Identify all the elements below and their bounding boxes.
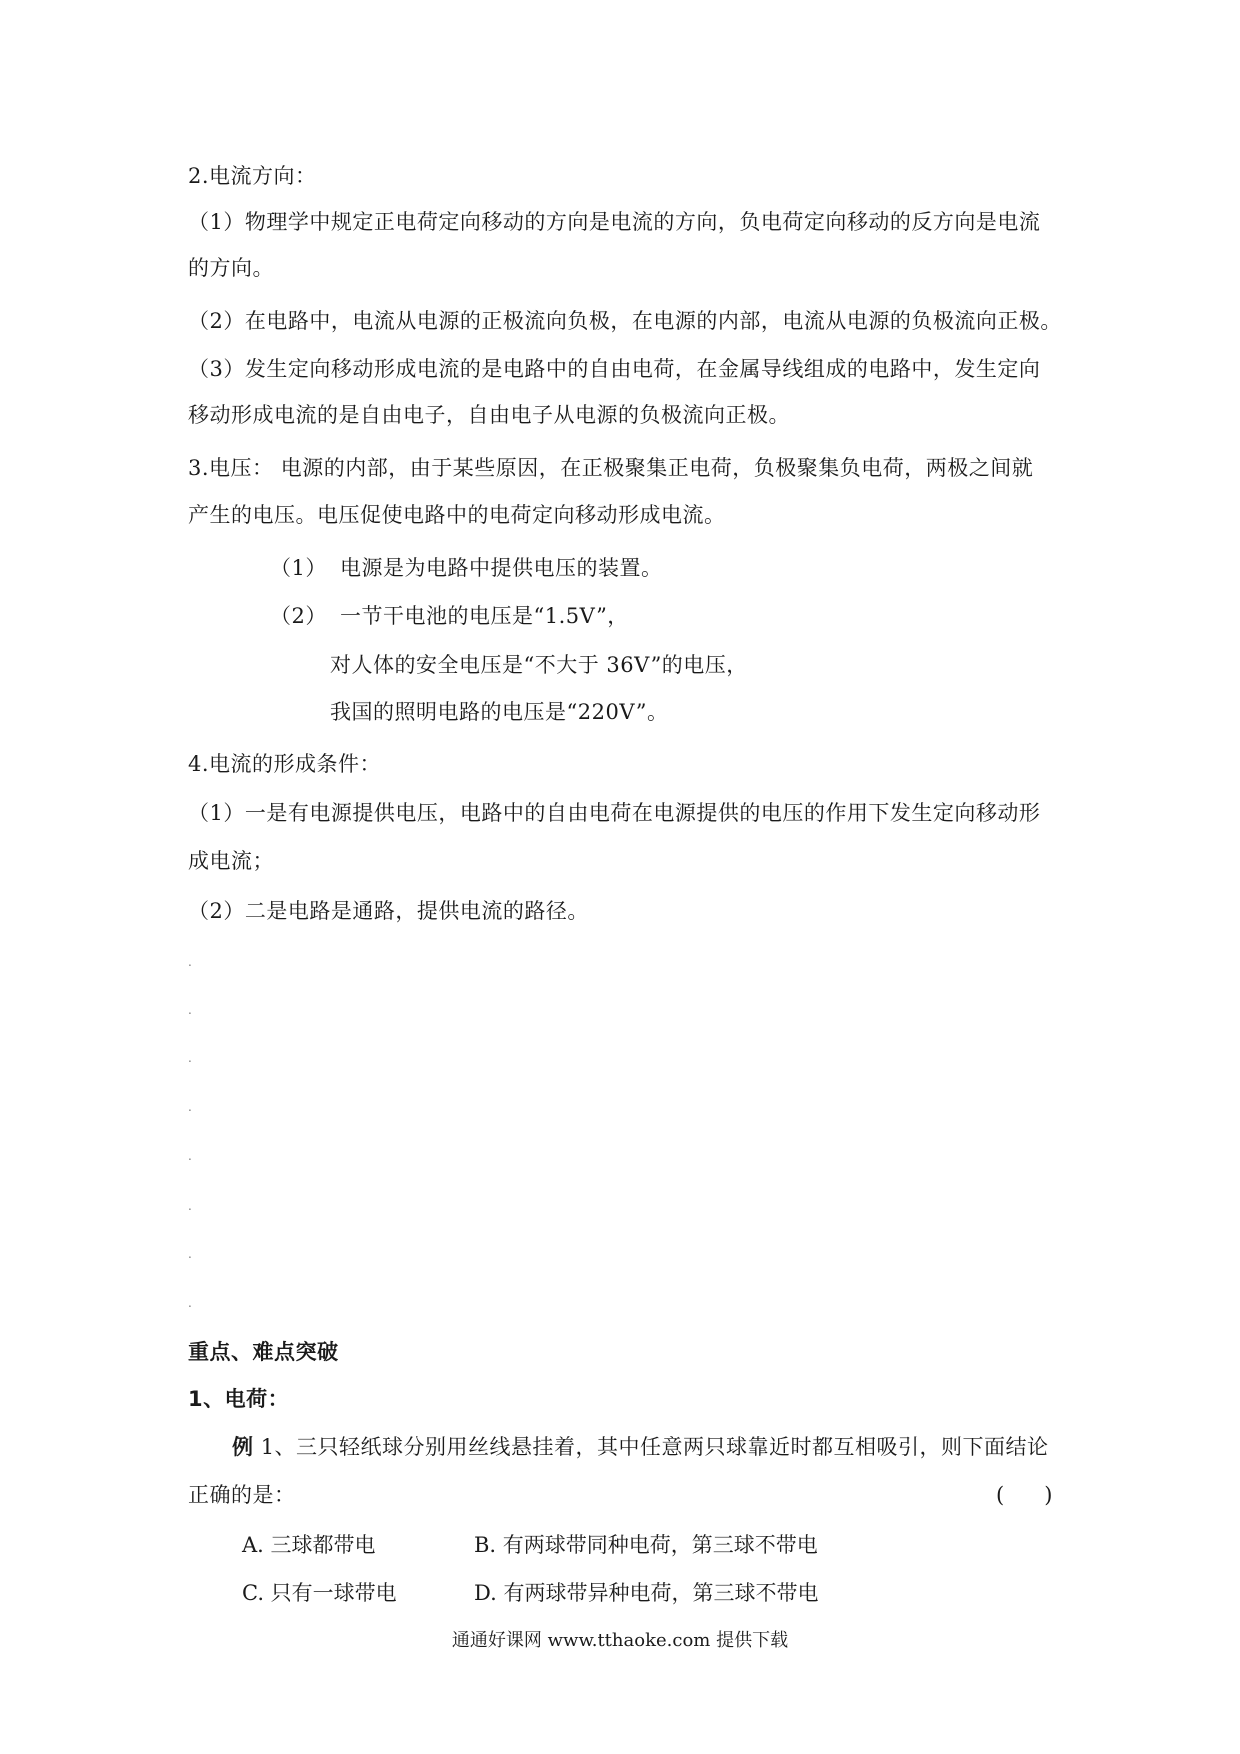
paragraph-line: （3）发生定向移动形成电流的是电路中的自由电荷，在金属导线组成的电路中，发生定向 [188,357,1041,381]
section-heading-voltage: 3.电压： 电源的内部，由于某些原因，在正极聚集正电荷，负极聚集负电荷，两极之间就 [188,456,1034,480]
empty-line-mark: . [188,955,192,969]
example-label: 例 [232,1435,254,1459]
empty-line-mark: . [188,1051,192,1065]
empty-line-mark: . [188,1199,192,1213]
option-a: A. 三球都带电 [242,1533,376,1557]
empty-line-mark: . [188,1296,192,1310]
option-d: D. 有两球带异种电荷，第三球不带电 [474,1581,819,1605]
paragraph-line: 移动形成电流的是自由电子，自由电子从电源的负极流向正极。 [188,403,790,427]
list-item-text: 一节干电池的电压是“1.5V”， [340,604,629,628]
paragraph-line: 产生的电压。电压促使电路中的电荷定向移动形成电流。 [188,503,726,527]
list-item-text: 对人体的安全电压是“不大于 36V”的电压， [330,653,748,677]
empty-line-mark: . [188,1100,192,1114]
section-heading-current-direction: 2.电流方向： [188,164,317,188]
empty-line-mark: . [188,1247,192,1261]
paragraph-line: （1）物理学中规定正电荷定向移动的方向是电流的方向，负电荷定向移动的反方向是电流 [188,210,1041,234]
example-line [232,1432,1049,1462]
charge-subheading: 1、电荷： [188,1387,290,1411]
option-c: C. 只有一球带电 [242,1581,397,1605]
section-heading-conditions: 4.电流的形成条件： [188,752,382,776]
key-points-heading: 重点、难点突破 [188,1340,339,1364]
paragraph-line: （1）一是有电源提供电压，电路中的自由电荷在电源提供的电压的作用下发生定向移动形 [188,801,1041,825]
option-b: B. 有两球带同种电荷，第三球不带电 [474,1533,818,1557]
answer-blank: ( ) [996,1483,1053,1507]
list-item-text: 我国的照明电路的电压是“220V”。 [330,700,669,724]
paragraph-line: （2）二是电路是通路，提供电流的路径。 [188,899,589,923]
list-item-text: 电源是为电路中提供电压的装置。 [340,556,663,580]
footer-credit: 通通好课网 www.tthaoke.com 提供下载 [451,1630,789,1651]
empty-line-mark: . [188,1003,192,1017]
paragraph-line: 的方向。 [188,256,274,280]
example-line-2: 正确的是： [188,1483,296,1507]
paragraph-line: 成电流； [188,849,274,873]
example-text: 1、三只轻纸球分别用丝线悬挂着，其中任意两只球靠近时都互相吸引，则下面结论 [260,1435,1049,1459]
paragraph-line: （2）在电路中，电流从电源的正极流向负极，在电源的内部，电流从电源的负极流向正极。 [188,309,1062,333]
empty-line-mark: . [188,1149,192,1163]
list-number: （1） [270,556,327,580]
list-number: （2） [270,604,327,628]
